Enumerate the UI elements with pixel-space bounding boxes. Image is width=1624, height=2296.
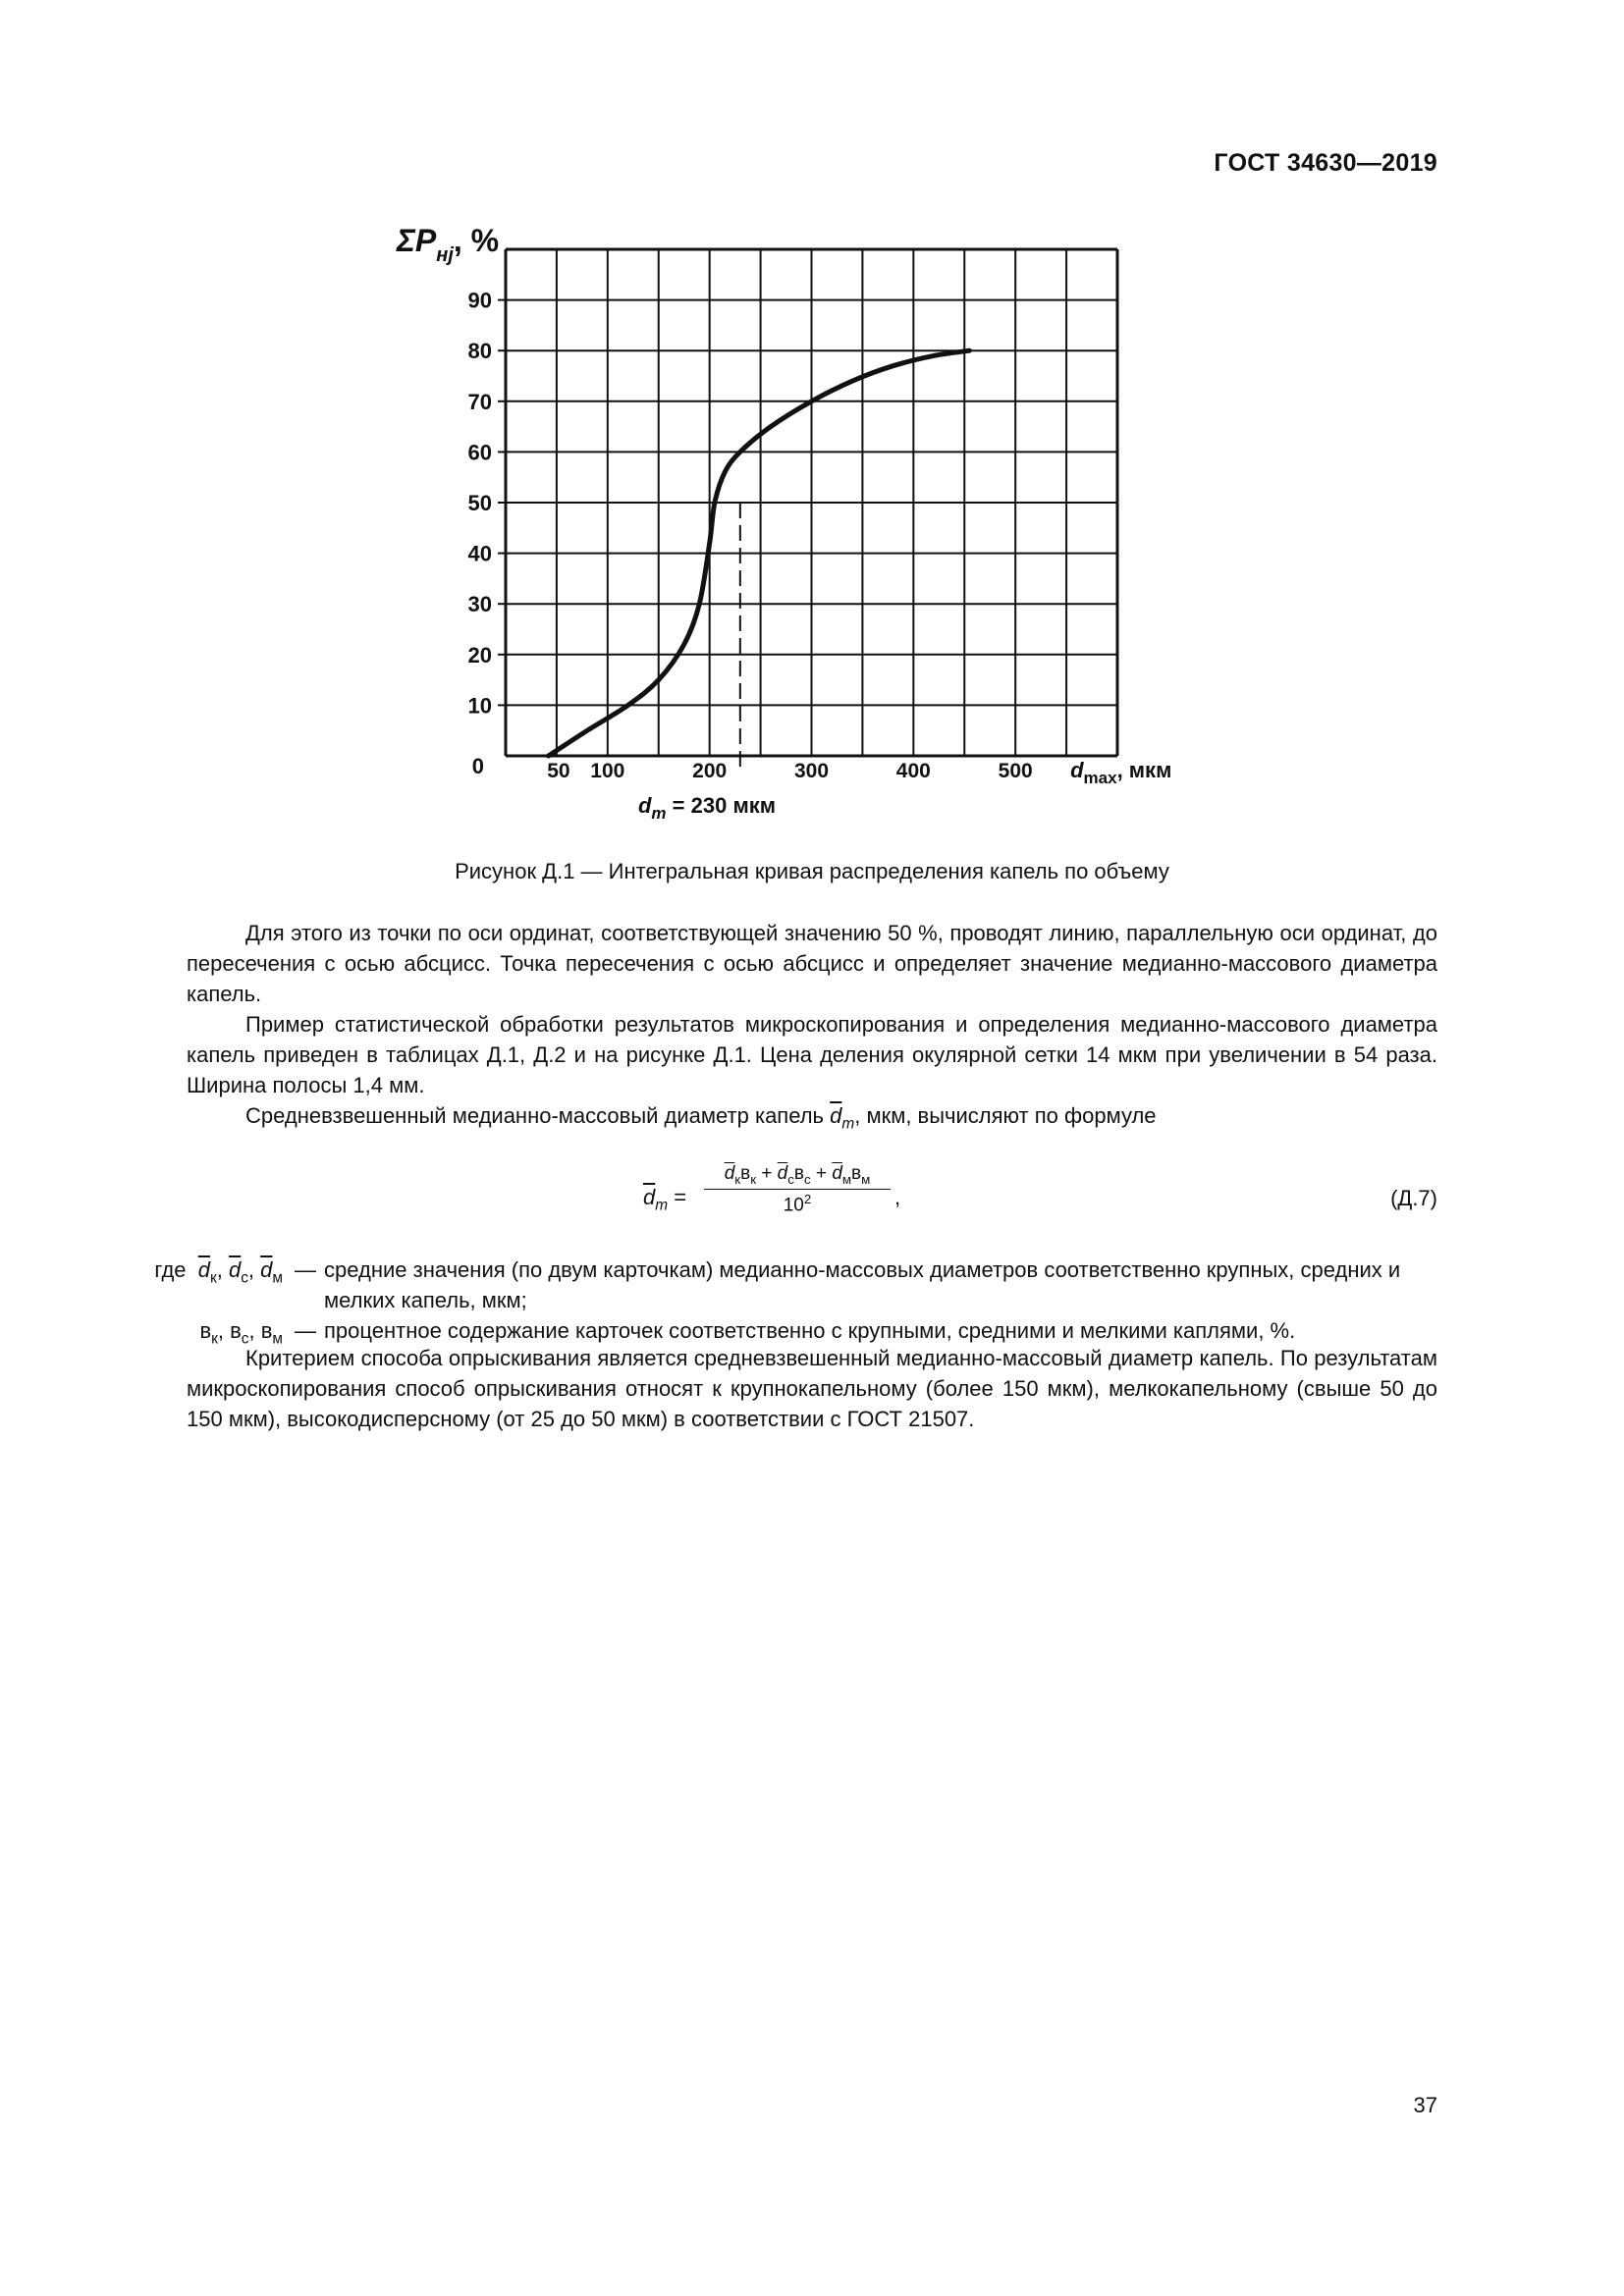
formula-denominator: $10^2$ <box>783 1191 812 1216</box>
y-tick-label: 60 <box>467 440 492 465</box>
legend-dash: — <box>295 1257 316 1282</box>
y-tick-label: 90 <box>467 288 492 313</box>
formula-legend <box>116 1255 1441 1346</box>
y-tick-label: 80 <box>467 339 492 364</box>
legend-row-diameters <box>116 1255 1441 1315</box>
paragraph-4: Критерием способа опрыскивания является средневзвешенный медианно-массовый диаметр капель. По результатам микроскопирования способ опрыскивания относят к крупнокапельному (более 150 мкм), мелкокапельному (свыше 50 до 150 мкм), высокодисперсному (от 25 до 50 мкм) в соответствии с ГОСТ 21507. <box>187 1346 1437 1431</box>
y-tick-label: 20 <box>467 642 492 667</box>
y-tick-label: 50 <box>467 491 492 515</box>
body-text <box>187 918 1437 1139</box>
y-tick-label: 0 <box>471 754 484 778</box>
legend-row-percentages <box>116 1315 1441 1346</box>
legend-symbols-v: $в_к$, $в_с$, $в_м$ <box>199 1318 283 1348</box>
legend-symbols-d: где $\overline{d}_к$, $\overline{d}_с$, $\overline{d}_м$ <box>154 1257 283 1287</box>
y-tick-label: 30 <box>467 592 492 617</box>
x-tick-label: 100 <box>590 760 625 782</box>
standard-number: ГОСТ 34630—2019 <box>1214 149 1437 177</box>
y-tick-label: 40 <box>467 541 492 566</box>
x-axis-label: $d_{max}$, мкм <box>1070 758 1172 787</box>
figure-caption: Рисунок Д.1 — Интегральная кривая распределения капель по объему <box>455 859 1169 883</box>
p3-text-end: , мкм, вычисляют по формуле <box>854 1103 1157 1128</box>
paragraph-2: Пример статистической обработки результатов микроскопирования и определения медианно-массового диаметра капель приведен в таблицах Д.1, Д.2 и на рисунке Д.1. Цена деления окулярной сетки 14 мкм при увеличении в 54 раза. Ширина полосы 1,4 мм. <box>187 1012 1437 1097</box>
equation-number: (Д.7) <box>1390 1186 1437 1210</box>
cumulative-distribution-chart <box>373 218 1198 846</box>
legend-desc-percentages: процентное содержание карточек соответственно с крупными, средними и мелкими каплями, %. <box>324 1318 1296 1343</box>
x-tick-label: 200 <box>692 760 728 782</box>
y-tick-label: 70 <box>467 389 492 414</box>
page-number: 37 <box>1413 2093 1437 2117</box>
body-text-2 <box>187 1343 1437 1434</box>
x-tick-label: 500 <box>998 760 1033 782</box>
formula-comma: , <box>894 1185 901 1209</box>
y-tick-label: 10 <box>467 693 492 719</box>
x-tick-label: 50 <box>547 760 570 782</box>
formula-lhs: $\overline{d}_m$ = <box>643 1185 687 1214</box>
x-tick-label: 400 <box>895 760 931 782</box>
d-bar: $\overline{d}$ <box>830 1103 842 1128</box>
paragraph-1: Для этого из точки по оси ординат, соответствующей значению 50 %, проводят линию, параллельную оси ординат, до пересечения с осью абсцисс. Точка пересечения с осью абсцисс и определяет значение медианно-массового диаметра капель. <box>187 921 1437 1006</box>
p3-text-start: Средневзвешенный медианно-массовый диаметр капель <box>245 1103 831 1128</box>
y-axis-label: $\Sigma P_{нj}$, % <box>397 223 500 266</box>
m-subscript: m <box>841 1115 855 1133</box>
legend-dash: — <box>295 1318 316 1343</box>
formula-fraction <box>704 1163 891 1216</box>
x-tick-label: 300 <box>793 760 830 782</box>
figure <box>373 218 1198 846</box>
formula-numerator: $\overline{d}_кв_к + \overline{d}_св_с + \overline{d}_мв_м$ <box>704 1163 891 1190</box>
median-annotation: $d_m = 230$ мкм <box>637 793 777 823</box>
paragraph-3 <box>187 1100 1437 1139</box>
legend-desc-diameters: средние значения (по двум карточкам) медианно-массовых диаметров соответственно крупных, средних и мелких капель, мкм; <box>324 1257 1401 1312</box>
